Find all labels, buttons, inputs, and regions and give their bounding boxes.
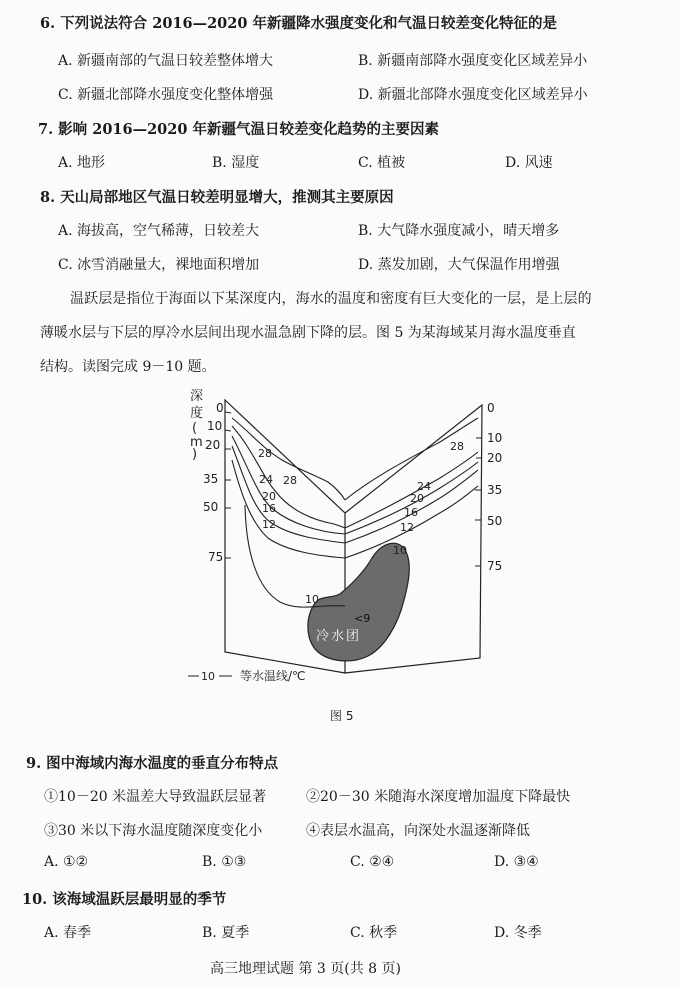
isotherm-label: 16 [404,506,418,519]
q9-option-b: B. ①③ [202,854,247,870]
axis-label-char: ( [192,421,198,436]
page-footer: 高三地理试题 第 3 页(共 8 页) [210,961,401,977]
axis-label-char: ) [192,447,198,462]
left-depth-label: 75 [208,550,224,564]
right-depth-label: 50 [487,514,503,528]
cold-mass-label: 冷水团 [316,629,362,644]
right-depth-label: 0 [487,401,495,415]
q9-statement-2: ②20－30 米随海水深度增加温度下降最快 [306,789,571,805]
q10-option-d: D. 冬季 [494,925,542,941]
isotherm-label: 10 [305,593,319,606]
right-depth-label: 75 [487,559,503,573]
left-depth-label: 20 [205,438,221,452]
q9-option-d: D. ③④ [494,854,539,870]
q6-option-c: C. 新疆北部降水强度变化整体增强 [58,87,274,103]
axis-label-char: 深 [190,389,204,404]
isotherm-label: 24 [417,480,431,493]
left-depth-label: 35 [203,472,219,486]
q6-stem: 6. 下列说法符合 2016—2020 年新疆降水强度变化和气温日较差变化特征的是 [40,15,557,32]
q7-stem: 7. 影响 2016—2020 年新疆气温日较差变化趋势的主要因素 [38,121,439,138]
q10-option-a: A. 春季 [44,925,92,941]
isotherm-label: 28 [258,447,272,460]
right-depth-label: 35 [487,483,503,497]
q10-stem: 10. 该海域温跃层最明显的季节 [22,891,227,908]
depth-axis-label [190,389,203,462]
isotherm-label: 20 [410,492,424,505]
q10-option-b: B. 夏季 [202,925,250,941]
q8-option-c: C. 冰雪消融量大，裸地面积增加 [58,257,260,273]
q8-option-b: B. 大气降水强度减小，晴天增多 [358,223,560,239]
isotherm-label: 10 [393,544,407,557]
q8-option-a: A. 海拔高，空气稀薄，日较差大 [58,223,260,239]
isotherm-label: 12 [400,521,414,534]
isotherm-label: 16 [262,502,276,515]
right-depth-label: 20 [487,451,503,465]
isotherm-label: 12 [262,518,276,531]
q10-option-c: C. 秋季 [350,925,398,941]
cold-label-lt9: <9 [354,612,371,625]
q9-stem: 9. 图中海域内海水温度的垂直分布特点 [26,755,279,772]
left-depth-label: 10 [207,419,223,433]
q8-stem: 8. 天山局部地区气温日较差明显增大，推测其主要原因 [40,189,394,206]
q6-option-d: D. 新疆北部降水强度变化区域差异小 [358,87,588,103]
left-depth-label: 50 [203,500,219,514]
isotherm-label: 28 [450,440,464,453]
axis-label-char: 度 [190,406,204,421]
passage-line-3: 结构。读图完成 9－10 题。 [40,359,216,375]
legend-label: 等水温线/℃ [240,669,306,683]
q9-statement-3: ③30 米以下海水温度随深度变化小 [44,823,263,839]
axis-label-char: m [190,435,203,450]
q9-option-c: C. ②④ [350,854,395,870]
passage-line-2: 薄暖水层与下层的厚冷水层间出现水温急剧下降的层。图 5 为某海域某月海水温度垂直 [40,325,576,341]
q6-option-a: A. 新疆南部的气温日较差整体增大 [58,53,274,69]
q9-statement-4: ④表层水温高，向深处水温逐渐降低 [306,823,530,839]
ocean-temperature-figure [0,380,680,740]
isotherm-label: 20 [262,490,276,503]
q7-option-b: B. 湿度 [212,155,260,171]
left-depth-label: 0 [216,401,224,415]
q8-option-d: D. 蒸发加剧，大气保温作用增强 [358,257,560,273]
q9-statement-1: ①10－20 米温差大导致温跃层显著 [44,789,267,805]
right-depth-label: 10 [487,431,503,445]
q6-option-b: B. 新疆南部降水强度变化区域差异小 [358,53,588,69]
q7-option-c: C. 植被 [358,155,406,171]
isotherm-label: 24 [259,473,273,486]
legend-symbol: 10 [201,670,215,683]
passage-line-1: 温跃层是指位于海面以下某深度内，海水的温度和密度有巨大变化的一层，是上层的 [70,291,592,307]
q7-option-a: A. 地形 [58,155,106,171]
isotherm-label: 28 [283,474,297,487]
q9-option-a: A. ①② [44,854,89,870]
q7-option-d: D. 风速 [505,155,553,171]
figure-caption: 图 5 [330,709,354,723]
